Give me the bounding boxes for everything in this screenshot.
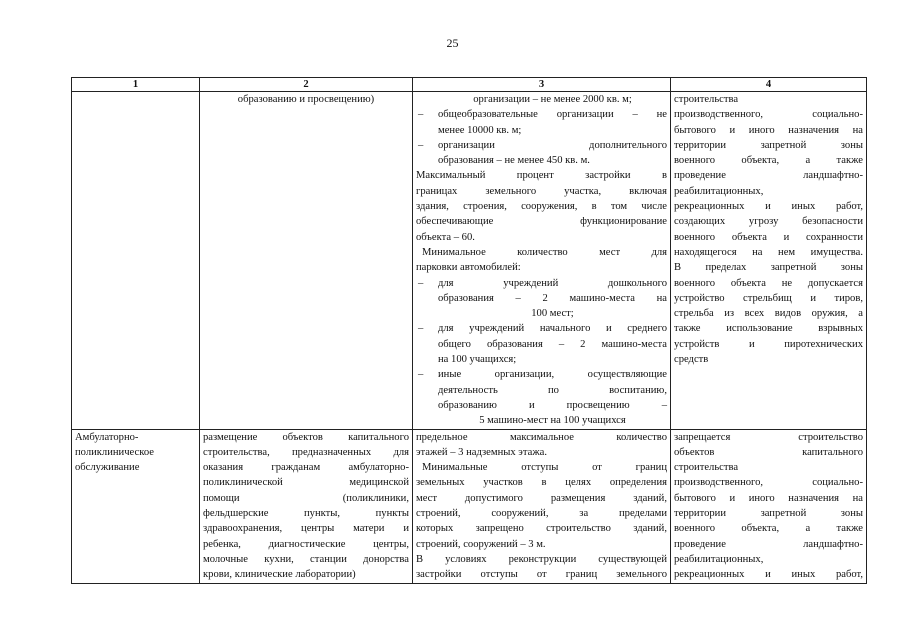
row2-use-name-cell: Амбулаторно- поликлиническое обслуживание	[72, 429, 200, 583]
list-item: – организации дополнительного образования – не менее 450 кв. м.	[418, 139, 667, 167]
row1-use-name-cell	[72, 92, 200, 430]
list-item: – общеобразовательные организации – не менее 10000 кв. м;	[418, 109, 667, 136]
list-item: – иные организации, осуществляющие деятельность по воспитанию, образованию и просвещению – 5 машино-мест на 100 учащихся	[418, 369, 667, 427]
list-item: – для учреждений начального и среднего общего образования – 2 машино-места на 100 учащихся;	[418, 323, 667, 366]
regulations-table	[71, 77, 867, 584]
column-header-1: 1	[72, 78, 200, 92]
row2-parameters-cell: предельное максимальное количество этажей – 3 надземных этажа. Минимальные отступы от границ земельных участков в целях определения мест допустимого размещения зданий, строений, сооружений, за пределами которых запрещено строительство зданий, строений, сооружений – 3 м. В условиях реконструкции существующей застройки отступы от границ земельного	[413, 429, 671, 583]
min-parking-paragraph: Минимальное количество мест для парковки автомобилей:	[416, 246, 667, 274]
page-number: 25	[446, 36, 459, 50]
table-row	[72, 92, 867, 430]
row2-description-cell: размещение объектов капитального строительства, предназначенных для оказания гражданам амбулаторно- поликлинической медицинской помощи (поликлиники, фельдшерские пункты, пункты здравоохранения, центры матери и ребенка, диагностические центры, молочные кухни, станции донорства крови, клинические лаборатории)	[200, 429, 413, 583]
row1-restrictions-cell: строительства производственного, социально- бытового и иного назначения на территории запретной зоны военного объекта, а также проведение ландшафтно- реабилитационных, рекреационных и иных работ, создающих угрозу безопасности военного объекта и сохранности находящегося на нем имущества. В пределах запретной зоны военного объекта не допускается устройство стрельбищ и тиров, стрельба из всех видов оружия, а также использование взрывных устройств и пиротехнических средств	[671, 92, 867, 430]
max-coverage-paragraph: Максимальный процент застройки в границах земельного участка, включая здания, строения, сооружения, в том числе обеспечивающие функционирование объекта – 60.	[416, 170, 667, 243]
table-row	[72, 429, 867, 583]
column-header-2: 2	[200, 78, 413, 92]
row1-parameters-cell	[413, 92, 671, 430]
table-header-row	[72, 78, 867, 92]
list-item: – для учреждений дошкольного образования – 2 машино-места на 100 мест;	[418, 277, 667, 320]
row1-description-cell	[200, 92, 413, 430]
cont-line: организации – не менее 2000 кв. м;	[473, 94, 632, 105]
column-header-4: 4	[671, 78, 867, 92]
column-header-3: 3	[413, 78, 671, 92]
row1-description-text: образованию и просвещению)	[237, 94, 375, 105]
row2-restrictions-cell: запрещается строительство объектов капитального строительства производственного, социально- бытового и иного назначения на территории запретной зоны военного объекта, а также проведение ландшафтно- реабилитационных, рекреационных и иных работ,	[671, 429, 867, 583]
